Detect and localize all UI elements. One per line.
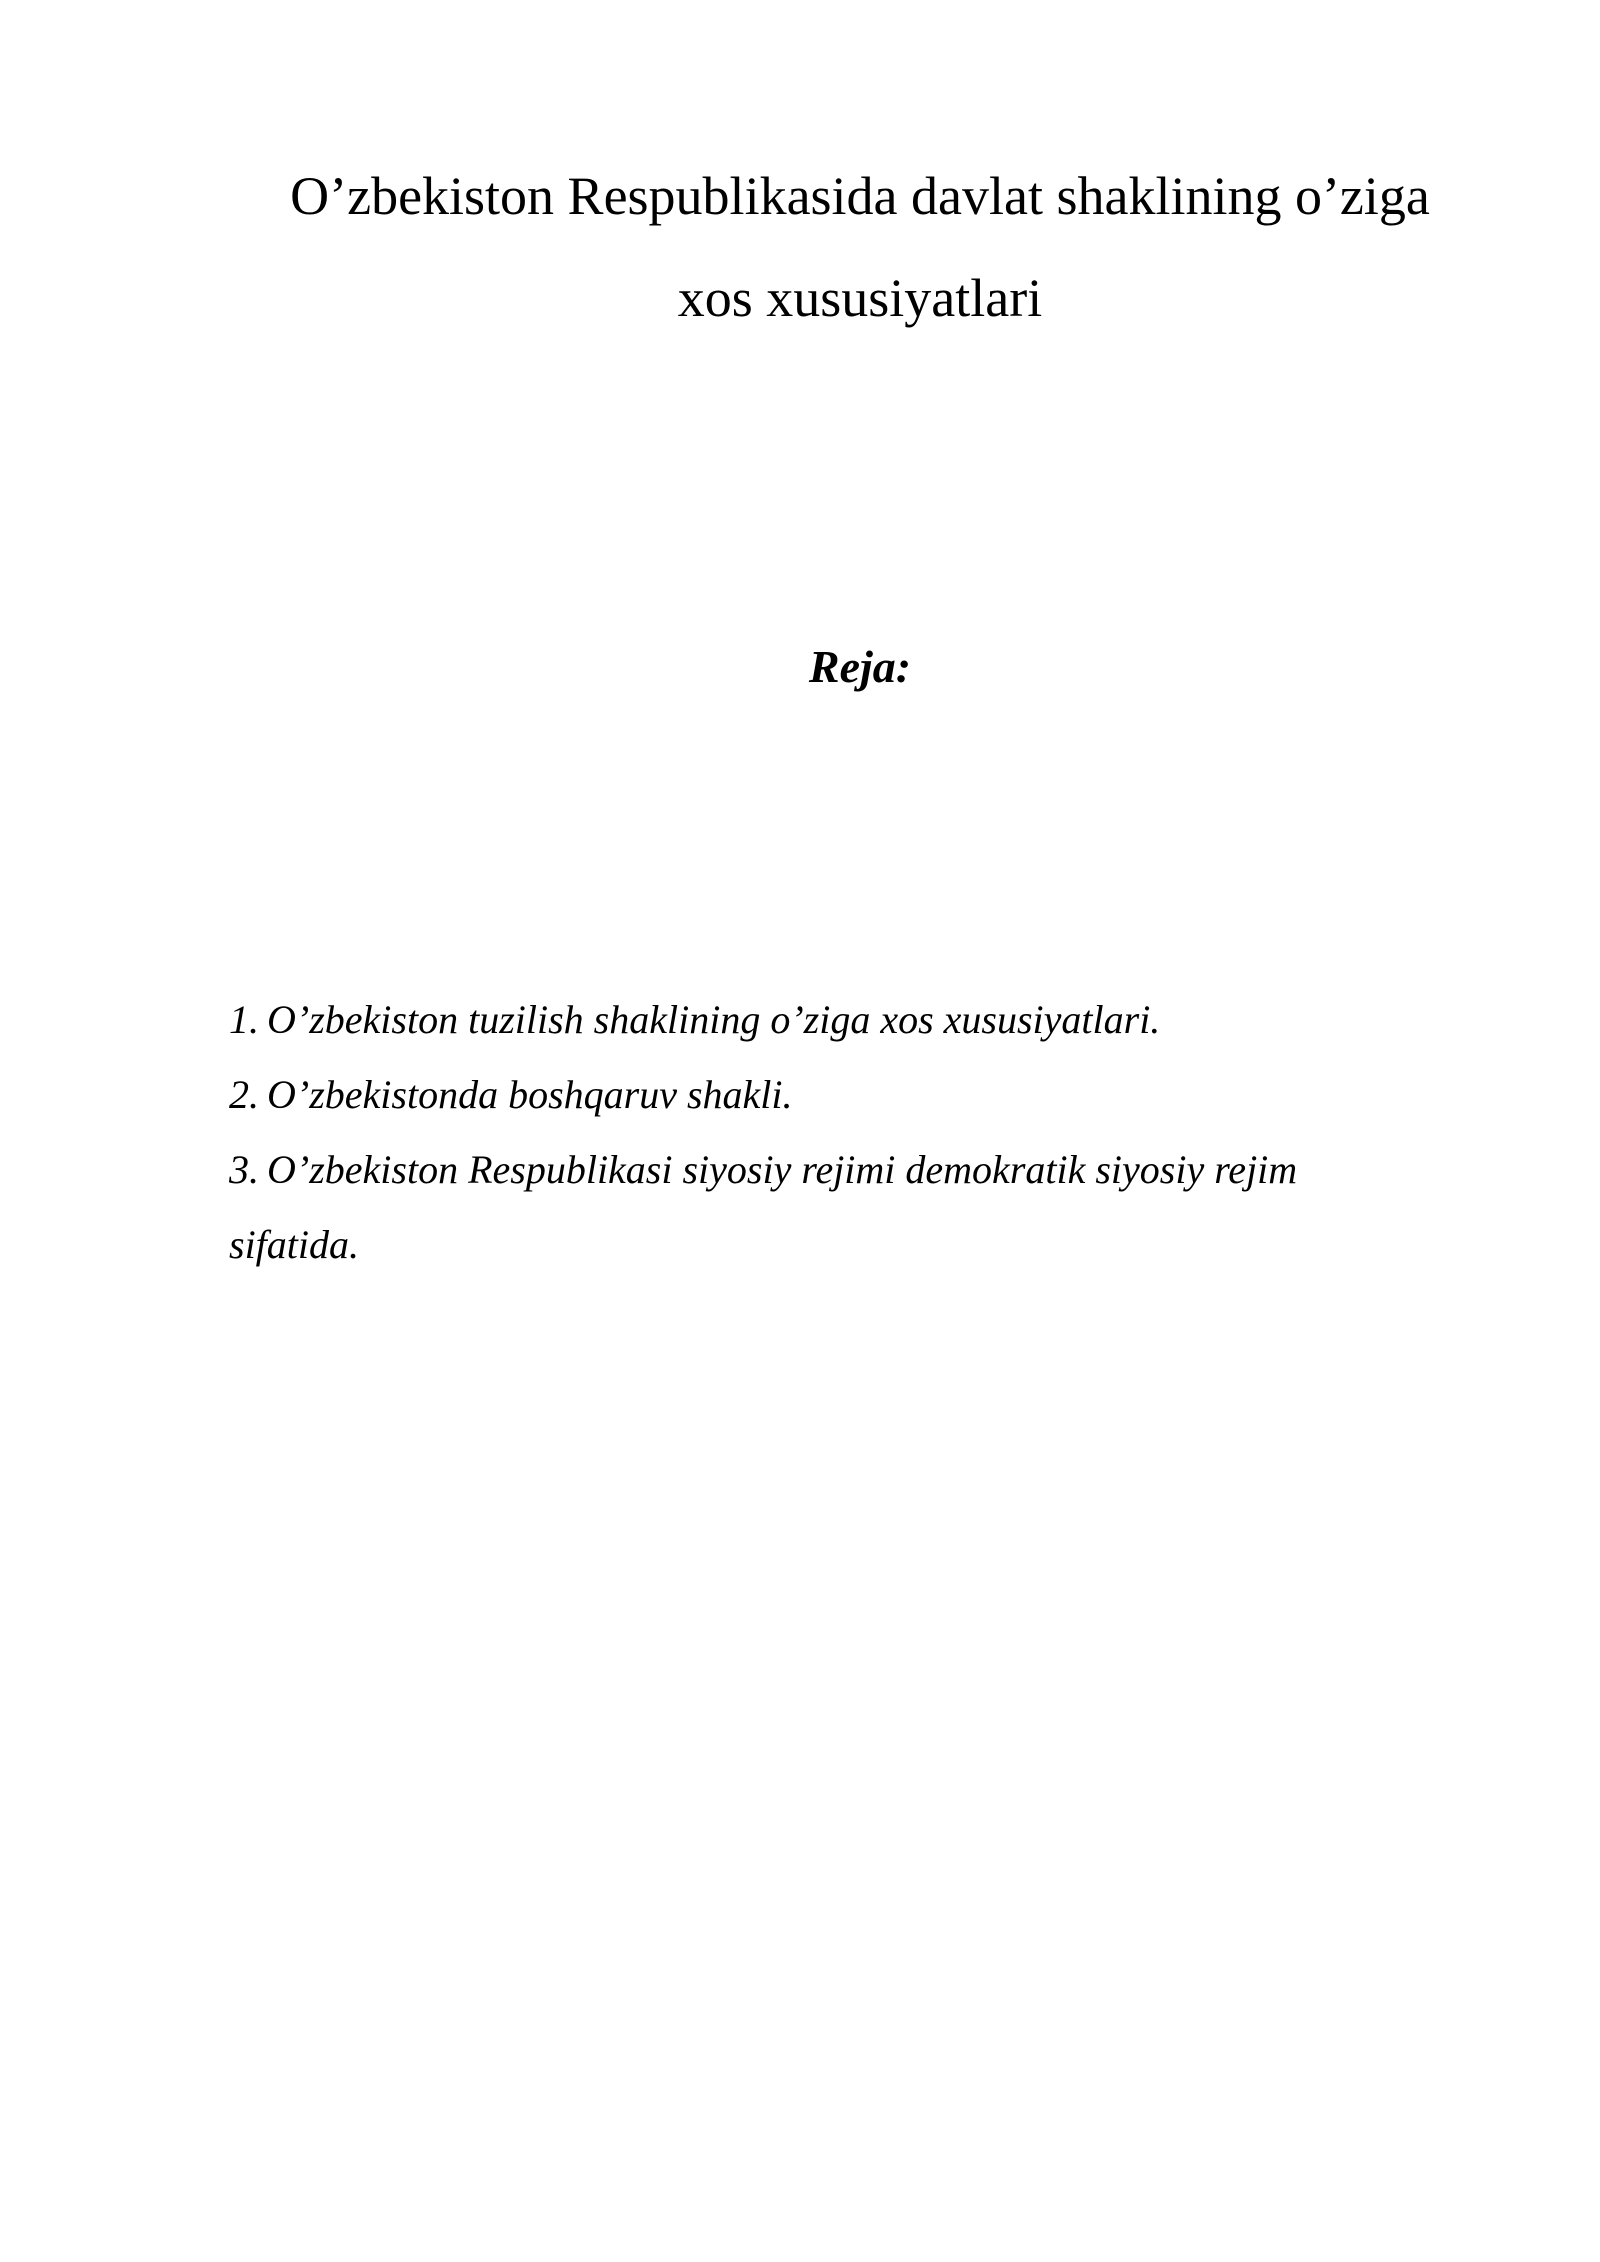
plan-item-text: O’zbekiston tuzilish shaklining o’ziga xos xususiyatlari. xyxy=(267,997,1161,1042)
plan-item-2 xyxy=(229,1057,1429,1132)
plan-item-number: 2. xyxy=(229,1072,259,1117)
plan-item-1 xyxy=(229,982,1429,1057)
plan-item-text: O’zbekiston Respublikasi siyosiy rejimi demokratik siyosiy rejim xyxy=(267,1147,1298,1192)
plan-item-text: O’zbekistonda boshqaruv shakli. xyxy=(267,1072,793,1117)
plan-list xyxy=(229,982,1429,1282)
document-title xyxy=(220,145,1500,349)
title-line-1: O’zbekiston Respublikasida davlat shaklining o’ziga xyxy=(290,166,1430,226)
plan-item-3 xyxy=(229,1132,1429,1207)
title-line-2: xos xususiyatlari xyxy=(677,268,1043,328)
plan-heading: Reja: xyxy=(808,641,912,692)
plan-item-number: 3. xyxy=(229,1147,259,1192)
plan-item-text-continuation: sifatida. xyxy=(229,1222,360,1267)
plan-item-number: 1. xyxy=(229,997,259,1042)
plan-item-3-continuation xyxy=(229,1207,1429,1282)
